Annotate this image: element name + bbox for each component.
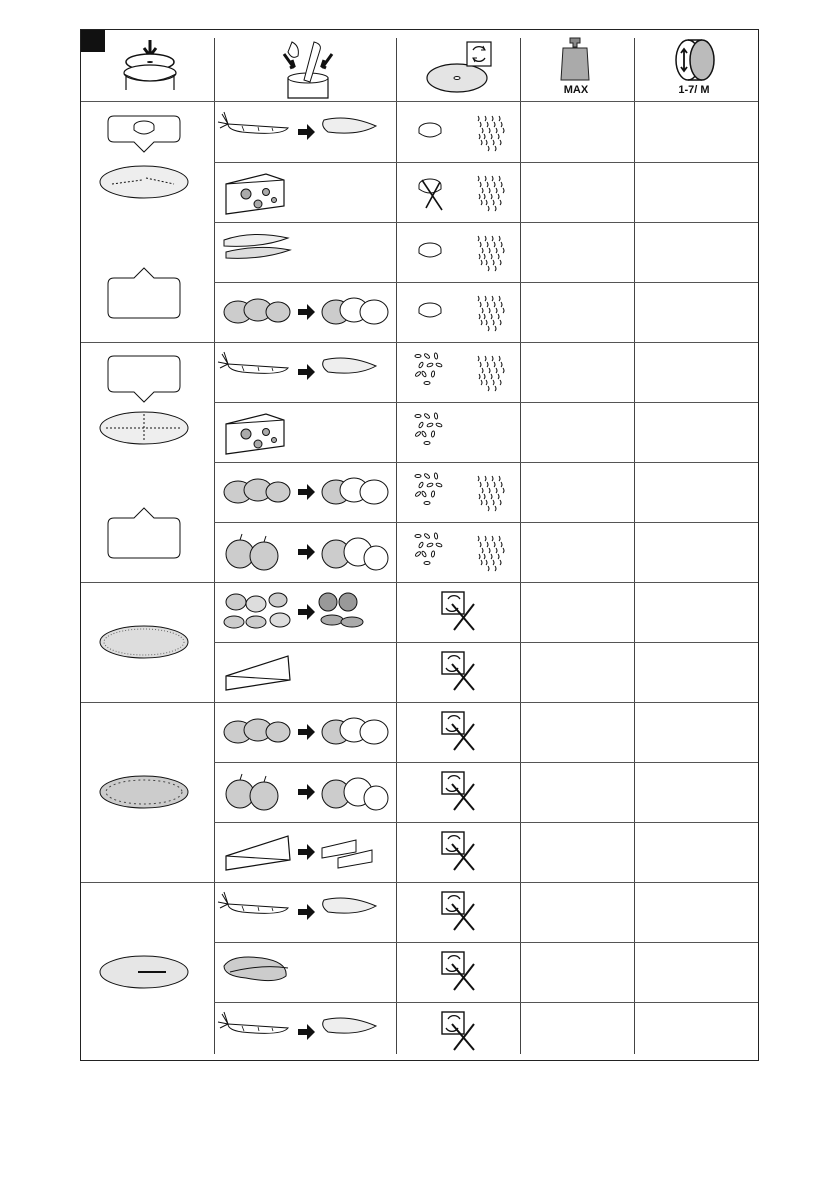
arrow-icon	[298, 124, 316, 140]
arrow-icon	[298, 784, 316, 800]
row-divider	[214, 462, 758, 463]
arrow-icon	[298, 304, 316, 320]
no-reverse-icon	[440, 890, 480, 934]
grated-icon	[474, 354, 506, 388]
no-reverse-icon	[440, 650, 480, 694]
parsnip-icon	[222, 1010, 294, 1054]
cheese-icon	[222, 170, 294, 214]
row-divider	[214, 162, 758, 163]
column-divider	[214, 38, 215, 1054]
cucumber-icon	[222, 230, 294, 274]
slice-icon	[418, 302, 444, 320]
grated-icon	[474, 534, 506, 568]
row-divider	[214, 762, 758, 763]
arrow-icon	[298, 844, 316, 860]
grated-icon	[474, 234, 506, 268]
potato-icon	[222, 710, 294, 754]
carrot-icon	[222, 350, 294, 394]
carrot-icon	[222, 890, 294, 934]
header-divider	[81, 101, 758, 102]
row-divider	[214, 222, 758, 223]
feed-tube-pusher-icon	[278, 38, 340, 100]
no-reverse-icon	[440, 830, 480, 874]
potato-icon	[222, 470, 294, 514]
potato-prepared-icon	[318, 470, 390, 514]
coarse-shred-icon	[414, 534, 446, 568]
fine-grating-disc-icon	[100, 622, 190, 662]
grated-icon	[474, 294, 506, 328]
no-reverse-icon	[440, 590, 480, 634]
carrot-prepared-icon	[318, 350, 390, 394]
row-divider	[214, 282, 758, 283]
no-reverse-icon	[440, 770, 480, 814]
reversible-shredding-disc-icon	[100, 352, 190, 572]
nuts-icon	[222, 590, 294, 634]
parsnip-prepared-icon	[318, 1010, 390, 1054]
no-reverse-icon	[440, 950, 480, 994]
reversible-disc-icon	[425, 40, 495, 96]
arrow-icon	[298, 904, 316, 920]
carrot-prepared-icon	[318, 890, 390, 934]
arrow-icon	[298, 1024, 316, 1040]
weight-icon	[560, 38, 590, 82]
cheese-wedge-icon	[222, 830, 294, 874]
section-divider	[81, 702, 758, 703]
carrot-prepared-icon	[318, 110, 390, 154]
max-weight-label: MAX	[563, 84, 589, 96]
potato-prepared-icon	[318, 710, 390, 754]
row-divider	[214, 822, 758, 823]
slice-icon	[418, 242, 444, 260]
coarse-shred-icon	[414, 414, 446, 448]
grated-icon	[474, 174, 506, 208]
arrow-icon	[298, 724, 316, 740]
reversible-slicing-grating-disc-icon	[100, 112, 190, 332]
hard-cheese-icon	[222, 650, 294, 694]
zucchini-icon	[222, 950, 294, 994]
row-divider	[214, 402, 758, 403]
no-reverse-icon	[440, 710, 480, 754]
coarse-shred-icon	[414, 354, 446, 388]
row-divider	[214, 642, 758, 643]
arrow-icon	[298, 484, 316, 500]
cheese-wedge-prepared-icon	[318, 830, 390, 874]
slice-crossed-icon	[418, 178, 444, 212]
speed-setting-label: 1-7/ M	[678, 84, 710, 96]
cheese-icon	[222, 410, 294, 454]
apple-icon	[222, 770, 294, 814]
section-divider	[81, 582, 758, 583]
column-divider	[520, 38, 521, 1054]
apple-icon	[222, 530, 294, 574]
arrow-icon	[298, 544, 316, 560]
grated-icon	[474, 474, 506, 508]
no-reverse-icon	[440, 1010, 480, 1054]
apple-prepared-icon	[318, 530, 390, 574]
arrow-icon	[298, 364, 316, 380]
section-divider	[81, 342, 758, 343]
carrot-icon	[222, 110, 294, 154]
insert-disc-icon	[120, 40, 180, 100]
row-divider	[214, 942, 758, 943]
potato-icon	[222, 290, 294, 334]
slice-icon	[418, 122, 444, 140]
potato-prepared-icon	[318, 290, 390, 334]
arrow-icon	[298, 604, 316, 620]
potato-grating-disc-icon	[100, 772, 190, 812]
grated-icon	[474, 114, 506, 148]
section-divider	[81, 882, 758, 883]
row-divider	[214, 1002, 758, 1003]
column-divider	[634, 38, 635, 1054]
speed-dial-icon	[674, 38, 718, 82]
row-divider	[214, 522, 758, 523]
nuts-prepared-icon	[318, 590, 390, 634]
coarse-shred-icon	[414, 474, 446, 508]
apple-prepared-icon	[318, 770, 390, 814]
figure-marker	[81, 30, 105, 52]
column-divider	[396, 38, 397, 1054]
julienne-disc-icon	[100, 952, 190, 992]
